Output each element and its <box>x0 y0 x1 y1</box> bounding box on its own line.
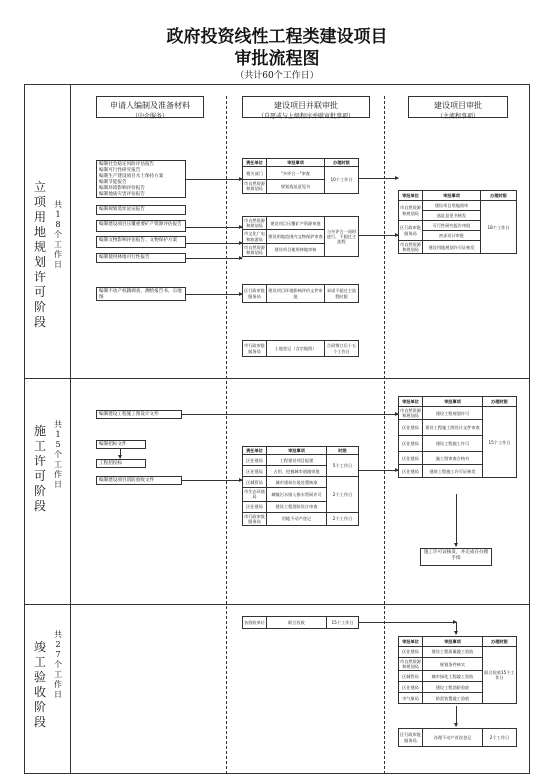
arrow <box>186 227 242 228</box>
table-cell: 市文化广电和旅游局 <box>244 231 265 242</box>
table-cell: 城市建筑垃圾处置核准 <box>267 477 327 488</box>
main-table-phase2 <box>398 396 517 478</box>
table-cell: 区住建局 <box>399 436 423 452</box>
table-cell: 防雷装置竣工验收 <box>423 693 483 704</box>
table-cell: 建筑工程施工许可证核发 <box>423 465 483 478</box>
arrow <box>182 480 242 481</box>
table-cell: 相关部门 <box>243 167 267 180</box>
main-table-phase3-registration <box>398 728 517 747</box>
arrow <box>120 449 121 458</box>
table-cell: 市自然资源和规划局 <box>400 659 421 670</box>
table-cell: 承诺不超过主流程时限 <box>325 285 359 303</box>
parallel-table-environment <box>242 284 359 303</box>
table-cell: 建设工程质量竣工验收 <box>423 647 483 658</box>
arrow <box>186 294 242 295</box>
table-cell: 城镇污水排入排水管网许可 <box>267 488 327 501</box>
phase-divider-2 <box>24 604 530 605</box>
table-cell: 区住建局 <box>399 452 423 465</box>
table-cell: 18个工作日 <box>481 201 517 254</box>
document-subtitle: 审批流程图 <box>234 49 320 69</box>
column-header-parallel-title: 建设项目并联审批 <box>274 101 338 110</box>
table-header: 审批事项 <box>423 637 483 647</box>
arrow <box>456 706 457 726</box>
table-cell: 施工图审查合格书 <box>423 452 483 465</box>
table-cell: 区住建局 <box>399 420 423 436</box>
table-header: 审批事项 <box>267 159 325 167</box>
parallel-table-land-registration <box>242 340 359 357</box>
table-cell: 建设工程规划许可 <box>423 407 483 420</box>
document-total-days: （共计60个工作日） <box>235 71 319 81</box>
table-cell: 区住建局 <box>243 501 267 512</box>
table-cell: 与多评合一同时进行，不超过主流程 <box>325 217 359 257</box>
prep-item: 编制可行性研究报告 <box>99 168 141 173</box>
table-cell: 规划条件核实 <box>423 658 483 671</box>
table-cell: 工程建设项目报建 <box>267 455 327 466</box>
table-cell: 区住建局 <box>243 455 267 466</box>
table-cell: 区行政审批服务局 <box>399 221 423 241</box>
table-cell: 城市绿化工程竣工验收 <box>423 671 483 682</box>
arrow <box>456 622 457 634</box>
arrow <box>358 235 398 236</box>
column-header-parallel <box>242 96 370 118</box>
table-header: 审批事项 <box>423 191 481 201</box>
table-cell: 建设项目压覆矿产资源审批 <box>267 217 325 230</box>
table-header: 审批事项 <box>423 397 483 407</box>
arrow <box>358 470 398 471</box>
table-header: 审批事项 <box>267 447 327 455</box>
table-cell: 初步设计审批 <box>423 231 481 241</box>
prep-box-construction-drawings: 编制建设工程施工图设计文件 <box>96 410 182 419</box>
table-cell: 15个工作日 <box>483 407 517 478</box>
table-cell: 建设工程消防设计审查 <box>267 501 327 512</box>
table-cell: 5个工作日 <box>327 455 359 477</box>
table-header: 责任单位 <box>243 159 267 167</box>
table-cell: 区城管局 <box>243 477 267 488</box>
table-cell: 建设工程施工图设计文件审查 <box>423 420 483 436</box>
table-cell: 建设用地规划许可证核发 <box>423 241 481 254</box>
column-divider-1 <box>226 96 227 774</box>
table-cell: 办理不动产首次登记 <box>423 729 483 747</box>
main-table-phase1 <box>398 190 517 254</box>
column-header-parallel-sub: （自愿或与上级程序并联审批事项） <box>257 113 354 120</box>
prep-box-site-selection: 编制规划选址论证报告 <box>96 205 186 215</box>
parallel-table-multi-review <box>242 158 359 194</box>
prep-item: 编制生产建设项目水土保持方案 <box>99 174 164 179</box>
column-divider-2 <box>384 96 385 774</box>
table-cell: 各验收单位 <box>243 617 267 629</box>
table-cell: 市生态环境局 <box>244 489 265 500</box>
table-cell: 建设用地范围内文物保护审查 <box>267 230 325 243</box>
phase-divider-1 <box>24 378 530 379</box>
table-cell: 土地登记（含宗地图） <box>267 341 325 357</box>
prep-box-fire-acceptance: 编制建设项目消防验收文件 <box>96 476 182 485</box>
table-cell: 建设项目使用林地审核 <box>267 243 325 256</box>
table-cell: 市气象局 <box>399 693 423 704</box>
table-cell: 市行政审批服务局 <box>243 341 267 357</box>
prep-box-property-survey: 编制不动产权籍调查、测绘报告书、宗地图 <box>96 287 186 301</box>
table-cell: 市自然资源和规划局 <box>399 201 423 221</box>
column-header-applicant-sub: （中介服务） <box>131 113 168 120</box>
phase-column-divider <box>70 84 71 774</box>
table-cell: 区住建局 <box>399 682 423 693</box>
phase-days-1: 共18个工作日 <box>54 200 62 269</box>
table-cell: 联合验收 <box>267 617 327 629</box>
table-cell: 市自然资源和规划局 <box>400 242 421 253</box>
arrow <box>456 494 457 546</box>
table-cell: 市自然资源和规划局 <box>400 408 421 419</box>
table-cell: 市行政审批服务局 <box>244 513 265 524</box>
table-cell: 区住建局 <box>399 465 423 478</box>
prep-box-mineral: 编制建设项目压覆重要矿产资源评估报告 <box>96 220 186 232</box>
arrow <box>186 179 242 180</box>
parallel-table-phase2 <box>242 446 359 526</box>
column-header-main-title: 建设项目审批 <box>434 101 482 110</box>
phase-label-3: 竣工验收阶段 <box>33 640 46 729</box>
arrow <box>182 414 398 415</box>
phase-days-3: 共27个工作日 <box>54 630 62 699</box>
main-table-phase3 <box>398 636 517 704</box>
prep-box-heritage: 编制文物影响评估报告、文物保护方案 <box>96 236 186 248</box>
table-header: 办理时限 <box>483 397 517 407</box>
table-cell: 区行政审批服务局 <box>243 285 267 303</box>
prep-box-bidding: 工程招投标 <box>96 459 146 468</box>
column-header-main <box>408 96 508 118</box>
table-header: 办理时限 <box>483 637 517 647</box>
table-header: 责任单位 <box>243 447 267 455</box>
table-cell: 用地不动产登记 <box>267 512 327 525</box>
table-cell: 占用、挖掘城市道路审批 <box>267 466 327 477</box>
table-cell: 区城管局 <box>399 671 423 682</box>
prep-item: 编制节能报告 <box>99 180 127 185</box>
prep-box-forest: 编制使用林地可行性报告 <box>96 253 186 263</box>
table-header: 审批单位 <box>399 191 423 201</box>
table-header: 审批单位 <box>399 397 423 407</box>
table-cell: "多评合一"审查 <box>267 167 325 180</box>
table-header: 时限 <box>327 447 359 455</box>
phase-label-1: 立项用地规划许可阶段 <box>33 180 46 329</box>
parallel-table-resources <box>242 216 359 257</box>
table-header: 审批单位 <box>399 637 423 647</box>
table-cell: 选址意见书核发 <box>423 211 481 221</box>
table-cell: 区住建局 <box>243 466 267 477</box>
table-cell: 2个工作日 <box>483 729 517 747</box>
column-header-applicant <box>96 96 204 118</box>
arrow <box>186 243 242 244</box>
table-cell: 区行政审批服务局 <box>399 729 423 747</box>
table-cell: 10个工作日 <box>325 167 359 193</box>
phase-days-2: 共15个工作日 <box>54 420 62 489</box>
table-cell: 市自然资源和规划局 <box>244 181 265 192</box>
table-cell: 建设项目环境影响评价文件审批 <box>267 285 325 303</box>
phase-label-2: 施工许可阶段 <box>33 424 46 513</box>
table-cell: 区住建局 <box>399 647 423 658</box>
table-cell: 2个工作日 <box>327 512 359 525</box>
prep-item: 编制环境影响评价报告 <box>99 186 145 191</box>
parallel-table-phase3 <box>242 616 359 629</box>
arrow <box>358 178 398 179</box>
table-cell: 规划选址意见书 <box>267 180 325 193</box>
table-cell: 市自然资源和规划局 <box>244 244 265 256</box>
arrow <box>358 622 456 623</box>
prep-item: 编制社会稳定风险评估报告 <box>99 162 155 167</box>
table-cell: 建设项目用地预审 <box>423 201 481 211</box>
table-header: 办理时限 <box>481 191 517 201</box>
table-cell: 联合验收15个工作日 <box>483 647 517 704</box>
table-cell: 市自然资源和规划局 <box>244 218 265 229</box>
table-header: 办理时限 <box>325 159 359 167</box>
prep-box-bidding-docs: 编制招标文件 <box>96 440 146 449</box>
column-header-applicant-title: 申请人编制及准备材料 <box>110 101 190 110</box>
table-cell: 可行性研究报告审批 <box>423 221 481 231</box>
table-cell: 15个工作日 <box>327 617 359 629</box>
prep-group-feasibility <box>96 160 186 198</box>
table-cell: 2个工作日 <box>327 477 359 512</box>
table-cell: 建设工程施工许可 <box>423 436 483 452</box>
prep-item: 编制地质灾害评估报告 <box>99 192 145 197</box>
arrow <box>186 258 242 259</box>
document-title: 政府投资线性工程类建设项目 <box>166 27 388 47</box>
table-cell: 合同签订后十五个工作日 <box>325 341 359 357</box>
column-header-main-sub: （主流程事项） <box>436 113 479 120</box>
permit-issued-box: 施工许可证核发，并完成在办理手续 <box>420 548 492 566</box>
table-cell: 建设工程消防验收 <box>423 682 483 693</box>
